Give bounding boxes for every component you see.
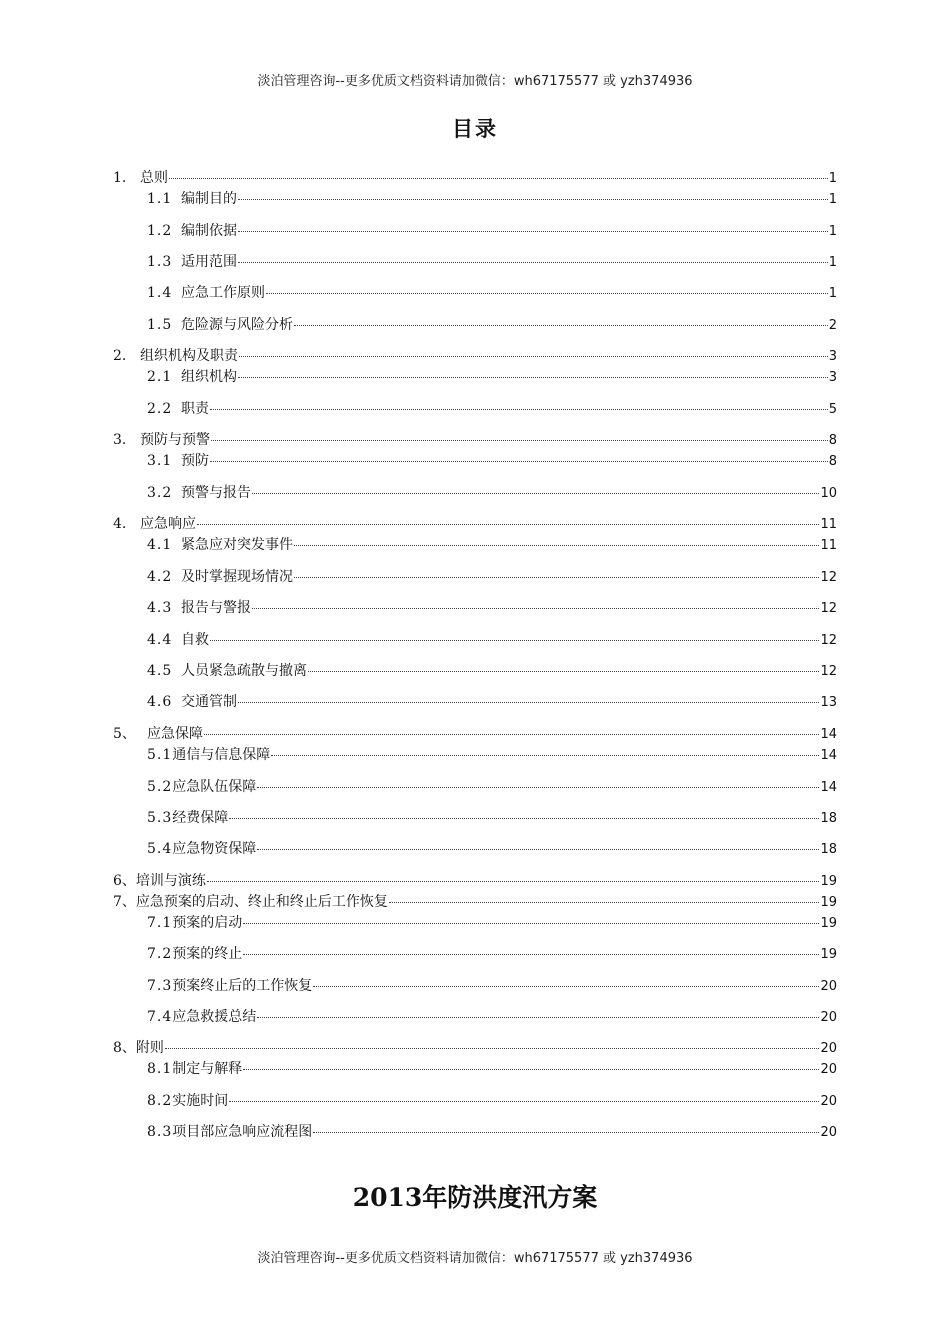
- toc-dot-leader: [239, 356, 828, 357]
- toc-entry-number: 5.1: [147, 747, 173, 763]
- toc-entry-number: 4.5: [147, 663, 173, 679]
- toc-dot-leader: [169, 178, 828, 179]
- toc-entry-page: 1: [828, 192, 837, 207]
- toc-entry[interactable]: [147, 977, 837, 995]
- toc-entry-number: 7.3: [147, 978, 173, 994]
- toc-entry-number: 8.2: [147, 1093, 173, 1109]
- toc-entry[interactable]: [147, 840, 837, 858]
- toc-entry-page: 19: [820, 895, 837, 910]
- toc-entry-number: 5.2: [147, 779, 173, 795]
- toc-dot-leader: [243, 954, 819, 955]
- toc-entry-label: 自救: [181, 632, 209, 648]
- toc-entry-label: 预案终止后的工作恢复: [172, 978, 313, 994]
- toc-entry-page: 18: [820, 842, 837, 857]
- toc-entry-label: 应急响应: [140, 516, 196, 532]
- toc-entry-page: 12: [820, 633, 837, 648]
- toc-entry-number: 4.1: [147, 537, 173, 553]
- toc-dot-leader: [238, 231, 828, 232]
- toc-entry[interactable]: [147, 1060, 837, 1078]
- toc-dot-leader: [389, 902, 820, 903]
- toc-dot-leader: [308, 671, 819, 672]
- toc-entry-page: 5: [828, 402, 837, 417]
- toc-entry-label: 预案的启动: [172, 915, 243, 931]
- toc-entry-number: 1.5: [147, 317, 173, 333]
- toc-entry-label: 适用范围: [181, 254, 237, 270]
- toc-entry-page: 20: [820, 1125, 837, 1140]
- toc-entry-page: 14: [820, 727, 837, 742]
- toc-entry-number: 4.: [113, 516, 127, 532]
- toc-entry-page: 20: [820, 1041, 837, 1056]
- toc-entry-label: 应急队伍保障: [172, 779, 257, 795]
- toc-entry[interactable]: [113, 169, 837, 187]
- toc-dot-leader: [266, 293, 828, 294]
- toc-title: 目录: [452, 116, 498, 141]
- toc-entry-number: 8.1: [147, 1061, 173, 1077]
- toc-entry-number: 4.4: [147, 632, 173, 648]
- toc-entry[interactable]: [147, 368, 837, 386]
- toc-entry-page: 19: [820, 916, 837, 931]
- toc-entry-page: 11: [820, 517, 837, 532]
- toc-entry-page: 18: [820, 811, 837, 826]
- toc-entry[interactable]: [147, 809, 837, 827]
- toc-entry-label: 编制依据: [181, 223, 237, 239]
- toc-dot-leader: [238, 262, 828, 263]
- toc-entry[interactable]: [147, 452, 837, 470]
- toc-entry-page: 8: [828, 433, 837, 448]
- toc-entry[interactable]: [113, 515, 837, 533]
- toc-entry-number: 7、: [113, 894, 136, 910]
- toc-dot-leader: [229, 818, 819, 819]
- toc-entry[interactable]: [147, 190, 837, 208]
- toc-entry-number: 4.6: [147, 694, 173, 710]
- toc-entry-label: 应急保障: [147, 726, 203, 742]
- toc-dot-leader: [252, 608, 819, 609]
- toc-entry-label: 应急物资保障: [172, 841, 257, 857]
- toc-entry-page: 1: [828, 255, 837, 270]
- toc-entry[interactable]: [147, 631, 837, 649]
- toc-entry[interactable]: [147, 484, 837, 502]
- toc-entry-label: 人员紧急疏散与撤离: [181, 663, 307, 679]
- toc-entry-number: 3.2: [147, 485, 173, 501]
- toc-dot-leader: [238, 377, 828, 378]
- toc-dot-leader: [238, 702, 819, 703]
- toc-entry-label: 职责: [181, 401, 209, 417]
- toc-entry-number: 5.3: [147, 810, 173, 826]
- toc-entry[interactable]: [147, 599, 837, 617]
- toc-entry-label: 应急救援总结: [172, 1009, 257, 1025]
- toc-entry[interactable]: [113, 431, 837, 449]
- toc-dot-leader: [210, 461, 828, 462]
- toc-entry-number: 5、: [113, 726, 136, 742]
- toc-entry-page: 20: [820, 1062, 837, 1077]
- toc-entry-page: 1: [828, 171, 837, 186]
- toc-dot-leader: [257, 787, 819, 788]
- toc-entry[interactable]: [113, 893, 837, 911]
- toc-entry-number: 3.: [113, 432, 127, 448]
- toc-entry-label: 危险源与风险分析: [181, 317, 293, 333]
- toc-dot-leader: [165, 1048, 820, 1049]
- toc-entry[interactable]: [147, 253, 837, 271]
- toc-entry-page: 20: [820, 979, 837, 994]
- toc-entry-number: 2.2: [147, 401, 173, 417]
- toc-entry-number: 5.4: [147, 841, 173, 857]
- toc-dot-leader: [313, 1132, 819, 1133]
- toc-dot-leader: [252, 493, 819, 494]
- toc-entry-number: 4.2: [147, 569, 173, 585]
- toc-entry[interactable]: [113, 872, 837, 890]
- toc-entry-number: 6、: [113, 873, 136, 889]
- toc-entry-number: 8.3: [147, 1124, 173, 1140]
- toc-entry-label: 交通管制: [181, 694, 237, 710]
- toc-entry-number: 4.3: [147, 600, 173, 616]
- toc-entry-label: 紧急应对突发事件: [181, 537, 293, 553]
- toc-entry-label: 预防与预警: [140, 432, 210, 448]
- toc-dot-leader: [210, 409, 828, 410]
- toc-entry-label: 编制目的: [181, 191, 237, 207]
- toc-entry-label: 经费保障: [172, 810, 229, 826]
- toc-entry[interactable]: [113, 725, 837, 743]
- toc-entry-page: 12: [820, 664, 837, 679]
- toc-entry-page: 20: [820, 1010, 837, 1025]
- toc-entry-number: 3.1: [147, 453, 173, 469]
- toc-entry-label: 培训与演练: [135, 873, 206, 889]
- toc-dot-leader: [210, 640, 819, 641]
- page-header: 淡泊管理咨询--更多优质文档资料请加微信：wh67175577 或 yzh374936: [257, 74, 693, 89]
- toc-dot-leader: [238, 199, 828, 200]
- toc-entry-page: 19: [820, 947, 837, 962]
- toc-entry-label: 组织机构: [181, 369, 237, 385]
- toc-entry[interactable]: [147, 945, 837, 963]
- toc-entry-label: 预案的终止: [172, 946, 243, 962]
- toc-entry-page: 20: [820, 1094, 837, 1109]
- toc-dot-leader: [243, 1069, 819, 1070]
- toc-entry-page: 1: [828, 286, 837, 301]
- toc-entry[interactable]: [147, 400, 837, 418]
- toc-dot-leader: [271, 755, 819, 756]
- toc-entry[interactable]: [147, 536, 837, 554]
- toc-entry-label: 应急预案的启动、终止和终止后工作恢复: [135, 894, 388, 910]
- toc-entry-label: 报告与警报: [181, 600, 251, 616]
- toc-dot-leader: [229, 1101, 819, 1102]
- toc-entry-number: 2.: [113, 348, 127, 364]
- toc-entry-page: 14: [820, 748, 837, 763]
- toc-entry-label: 预警与报告: [181, 485, 251, 501]
- page-footer: 淡泊管理咨询--更多优质文档资料请加微信：wh67175577 或 yzh374936: [257, 1251, 693, 1266]
- toc-dot-leader: [257, 1017, 819, 1018]
- toc-entry-label: 制定与解释: [172, 1061, 243, 1077]
- toc-entry-label: 及时掌握现场情况: [181, 569, 293, 585]
- toc-entry[interactable]: [147, 693, 837, 711]
- toc-entry-page: 2: [828, 318, 837, 333]
- toc-entry-page: 13: [820, 695, 837, 710]
- toc-entry-number: 1.3: [147, 254, 173, 270]
- toc-dot-leader: [257, 849, 819, 850]
- toc-entry-page: 1: [828, 224, 837, 239]
- toc-entry[interactable]: [147, 222, 837, 240]
- toc-entry-number: 1.1: [147, 191, 173, 207]
- toc-entry-label: 预防: [181, 453, 209, 469]
- toc-entry-number: 7.4: [147, 1009, 173, 1025]
- toc-entry[interactable]: [147, 1092, 837, 1110]
- toc-entry-page: 3: [828, 370, 837, 385]
- toc-entry-number: 7.2: [147, 946, 173, 962]
- toc-entry-number: 1.2: [147, 223, 173, 239]
- toc-entry[interactable]: [147, 914, 837, 932]
- toc-dot-leader: [211, 440, 828, 441]
- toc-entry-page: 14: [820, 780, 837, 795]
- toc-entry-label: 组织机构及职责: [140, 348, 238, 364]
- toc-entry-number: 1.4: [147, 285, 173, 301]
- toc-entry-number: 2.1: [147, 369, 173, 385]
- toc-entry-page: 12: [820, 570, 837, 585]
- toc-entry[interactable]: [147, 662, 837, 680]
- toc-dot-leader: [204, 734, 819, 735]
- toc-dot-leader: [207, 881, 820, 882]
- toc-entry[interactable]: [147, 778, 837, 796]
- toc-entry-number: 8、: [113, 1040, 136, 1056]
- toc-dot-leader: [313, 986, 819, 987]
- toc-entry-page: 12: [820, 601, 837, 616]
- toc-dot-leader: [197, 524, 819, 525]
- toc-dot-leader: [294, 577, 819, 578]
- toc-entry-page: 11: [820, 538, 837, 553]
- document-title: 2013年防洪度汛方案: [352, 1183, 598, 1212]
- toc-entry-number: 7.1: [147, 915, 173, 931]
- toc-entry[interactable]: [147, 1123, 837, 1141]
- toc-entry-label: 应急工作原则: [181, 285, 265, 301]
- toc-entry-label: 总则: [140, 170, 168, 186]
- toc-entry-page: 10: [820, 486, 837, 501]
- toc-dot-leader: [294, 325, 828, 326]
- toc-entry-page: 19: [820, 874, 837, 889]
- toc-entry-page: 8: [828, 454, 837, 469]
- toc-entry-label: 通信与信息保障: [172, 747, 271, 763]
- toc-dot-leader: [243, 923, 819, 924]
- toc-entry[interactable]: [147, 568, 837, 586]
- toc-entry-label: 实施时间: [172, 1093, 229, 1109]
- toc-entry[interactable]: [147, 316, 837, 334]
- toc-entry-label: 项目部应急响应流程图: [172, 1124, 313, 1140]
- toc-entry-page: 3: [828, 349, 837, 364]
- toc-entry-number: 1.: [113, 170, 127, 186]
- toc-entry[interactable]: [113, 347, 837, 365]
- toc-entry[interactable]: [113, 1039, 837, 1057]
- toc-entry-label: 附则: [135, 1040, 164, 1056]
- toc-entry[interactable]: [147, 746, 837, 764]
- toc-entry[interactable]: [147, 1008, 837, 1026]
- toc-entry[interactable]: [147, 284, 837, 302]
- toc-dot-leader: [294, 545, 819, 546]
